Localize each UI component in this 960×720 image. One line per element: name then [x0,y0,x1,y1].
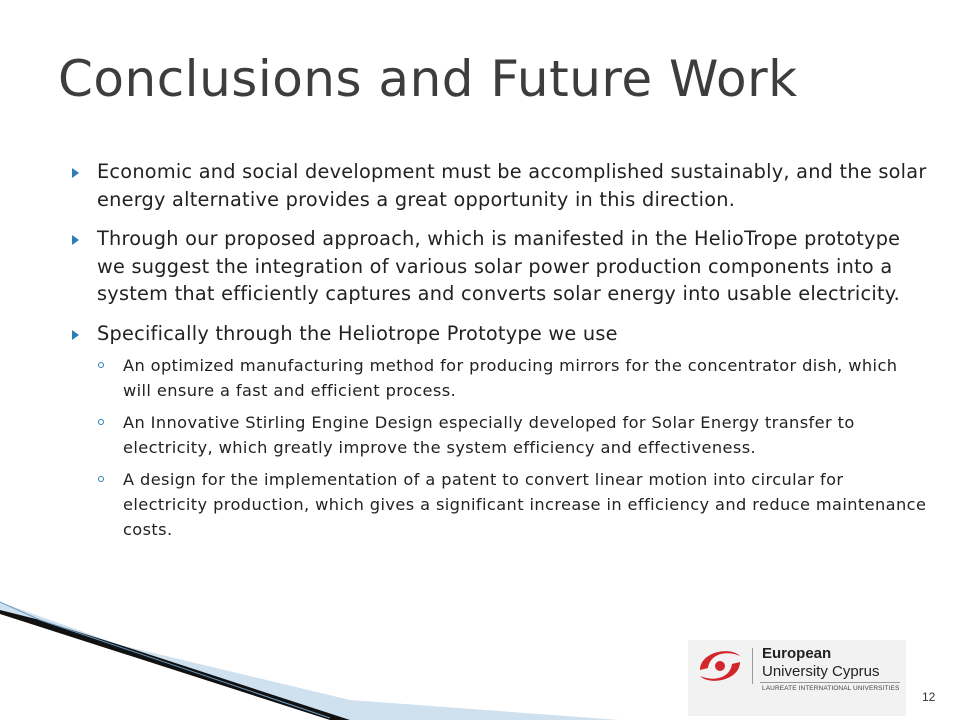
sub-bullet-text: A design for the implementation of a patent to convert linear motion into circular for electricity production, which gives a significant increase in efficiency and reduce maintenance costs. [123,470,927,539]
logo-rule [760,682,900,683]
sub-bullet-item [96,467,930,542]
sub-bullet-text: An Innovative Stirling Engine Design especially developed for Solar Energy transfer to electricity, which greatly improve the system efficiency and effectiveness. [123,413,855,457]
swoosh-light [0,602,620,720]
slide-title: Conclusions and Future Work [58,50,798,108]
sub-bullet-text: An optimized manufacturing method for producing mirrors for the concentrator dish, which will ensure a fast and efficient process. [123,356,898,400]
decorative-swoosh [0,590,620,720]
bullet-item [70,320,930,348]
logo-line-university: University Cyprus [762,663,880,680]
sub-bullet-item [96,353,930,403]
university-logo [688,640,906,716]
bullet-item [70,158,930,213]
arrow-bullet-icon [72,330,79,340]
page-number: 12 [922,690,936,704]
arrow-bullet-icon [72,168,79,178]
bullet-text: Economic and social development must be accomplished sustainably, and the solar energy alternative provides a great opportunity in this direction. [97,160,927,211]
ring-bullet-icon [98,362,104,368]
bullet-text: Through our proposed approach, which is manifested in the HelioTrope prototype we suggest the integration of various solar power production components into a system that efficiently captures and converts solar energy into usable electricity. [97,227,901,305]
logo-divider [752,648,753,684]
swoosh-dark [0,610,350,720]
ring-bullet-icon [98,476,104,482]
ring-bullet-icon [98,419,104,425]
bullet-text: Specifically through the Heliotrope Prototype we use [97,321,618,345]
arrow-bullet-icon [72,235,79,245]
logo-line-european: European [762,645,832,662]
eu-cyprus-emblem-icon [690,640,750,692]
bullet-item [70,225,930,308]
bullet-list [70,158,930,549]
logo-line-laureate: LAUREATE INTERNATIONAL UNIVERSITIES [762,685,900,692]
sub-bullet-item [96,410,930,460]
